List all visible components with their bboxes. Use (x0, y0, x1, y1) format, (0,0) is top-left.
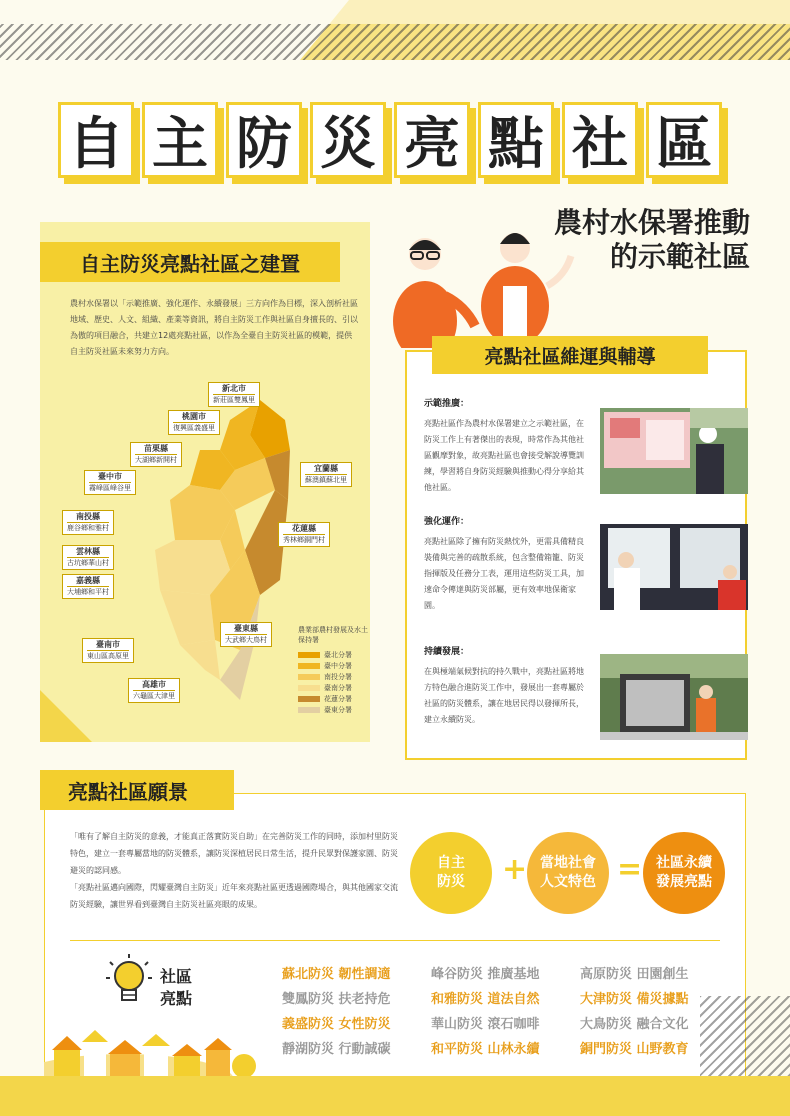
map-label-yilan (300, 462, 352, 487)
maint-block (424, 644, 590, 728)
map-county: 花蓮縣 (292, 524, 316, 533)
map-place: 新莊區雙鳳里 (213, 396, 255, 404)
legend-label: 臺南分署 (324, 683, 352, 692)
map-place: 復興區義盛里 (173, 424, 215, 432)
map-label-yunlin (62, 545, 114, 570)
bottom-stripe-decoration (700, 996, 790, 1076)
maint-block (424, 514, 590, 614)
photo-board-image (600, 524, 748, 610)
map-county: 嘉義縣 (76, 576, 100, 585)
bottom-yellow-band (0, 1076, 790, 1116)
photo-guide-image (600, 408, 748, 494)
maint-block-title: 示範推廣： (424, 399, 470, 409)
vision-heading: 亮點社區願景 (40, 770, 234, 810)
community-name: 和雅防災 道法自然 (431, 992, 540, 1007)
circle-line: 自主 (437, 855, 465, 871)
legend-row (298, 671, 368, 682)
map-label-taichung (84, 470, 136, 495)
map-label-hualien (278, 522, 330, 547)
map-place: 蘇澳鎮蘇北里 (305, 476, 347, 484)
maint-block-text: 在與極端氣候對抗的持久戰中，亮點社區將地方特色融合進防災工作中，發展出一套專屬於社區的防災體系，讓在地居民得以發揮所長，建立永續防災。 (424, 667, 584, 724)
highlight-label-line: 社區 (160, 967, 193, 986)
village-houses-illustration (44, 1020, 264, 1083)
map-place: 大湖鄉新開村 (135, 456, 177, 464)
photo-guide (600, 408, 748, 494)
community-name: 高原防災 田園創生 (580, 967, 689, 982)
legend-title: 農業部農村發展及水土保持署 (298, 626, 368, 644)
legend-row (298, 649, 368, 660)
vision-text (70, 828, 400, 913)
people-illustration (385, 226, 585, 348)
subheading-line: 農村水保署推動 (553, 206, 750, 239)
map-county: 宜蘭縣 (314, 464, 338, 473)
maint-block-title: 持續發展： (424, 647, 470, 657)
map-label-miaoli (130, 442, 182, 467)
map-place: 秀林鄉銅門村 (283, 536, 325, 544)
map-label-chiayi (62, 574, 114, 599)
map-place: 大武鄉大鳥村 (225, 636, 267, 644)
title-char: 亮 (394, 102, 470, 178)
community-name: 峰谷防災 推廣基地 (431, 967, 540, 982)
community-name: 銅門防災 山野教育 (580, 1042, 689, 1057)
title-char: 區 (646, 102, 722, 178)
circle-line: 當地社會 (540, 855, 596, 871)
circle-line: 人文特色 (540, 874, 596, 890)
highlight-label (160, 966, 192, 1010)
legend-label: 南投分署 (324, 672, 352, 681)
legend-row (298, 660, 368, 671)
legend-label: 臺東分署 (324, 705, 352, 714)
legend-row (298, 682, 368, 693)
title-char: 點 (478, 102, 554, 178)
legend-swatch (298, 685, 320, 691)
map-place: 東山區高原里 (87, 652, 129, 660)
title-char: 主 (142, 102, 218, 178)
photo-board (600, 524, 748, 610)
legend-row (298, 693, 368, 704)
map-label-taoyuan (168, 410, 220, 435)
photo-outdoor-image (600, 654, 748, 740)
community-name: 華山防災 滾石咖啡 (431, 1017, 540, 1032)
build-intro: 農村水保署以「示範推廣、強化運作、永續發展」三方向作為目標，深入剖析社區地域、歷史、人文、組織、產業等資訊，將自主防災工作與社區自身擅長的、引以為傲的項目融合，共建立12處亮點社區，以作為全臺自主防災社區的模範，提供自主防災社區未來努力方向。 (70, 299, 358, 356)
community-name: 大鳥防災 融合文化 (580, 1017, 689, 1032)
map-county: 桃園市 (182, 412, 206, 421)
title-char: 防 (226, 102, 302, 178)
circle-line: 發展亮點 (656, 874, 712, 890)
map-place: 六龜區大津里 (133, 692, 175, 700)
equals-sign: = (617, 852, 643, 887)
lightbulb-icon (104, 950, 154, 1010)
map-place: 古坑鄉華山村 (67, 559, 109, 567)
highlight-label-line: 亮點 (160, 989, 193, 1008)
map-legend (298, 625, 368, 715)
maint-block-text: 亮點社區除了擁有防災熱忱外，更需具備精良裝備與完善的疏散系統，包含整備箱籠、防災指揮版及任務分工表，運用這些防災工具，加速命令傳達與防災部屬，更有效率地保衛家園。 (424, 537, 584, 610)
legend-swatch (298, 663, 320, 669)
maint-block-text: 亮點社區作為農村水保署建立之示範社區，在防災工作上有著傑出的表現，時常作為其他社區觀摩對象，故亮點社區也會接受解說導覽訓練，學習將自身防災經驗與推動心得分享給其他社區。 (424, 419, 584, 492)
legend-swatch (298, 674, 320, 680)
maint-block (424, 396, 590, 496)
divider (70, 940, 720, 941)
map-county: 南投縣 (76, 512, 100, 521)
legend-row (298, 704, 368, 715)
circle-line: 社區永續 (656, 855, 712, 871)
vision-paragraph: 「唯有了解自主防災的意義，才能真正落實防災自助」在完善防災工作的同時，添加村里防災特色，建立一套專屬當地的防災體系，讓防災深植居民日常生活，提升民眾對保護家園、防災避災的認同感。 (70, 832, 398, 875)
legend-swatch (298, 707, 320, 713)
map-place: 鹿谷鄉和雅村 (67, 524, 109, 532)
maint-heading: 亮點社區維運與輔導 (432, 336, 708, 374)
map-county: 臺東縣 (234, 624, 258, 633)
circle-sustainable (643, 832, 725, 914)
plus-sign: + (502, 852, 528, 887)
subheading-line: 的示範社區 (609, 240, 750, 273)
map-county: 苗栗縣 (144, 444, 168, 453)
map-county: 臺中市 (98, 472, 122, 481)
legend-swatch (298, 696, 320, 702)
map-county: 新北市 (222, 384, 246, 393)
circle-line: 防災 (437, 874, 465, 890)
top-stripe-decoration (0, 0, 790, 60)
legend-swatch (298, 652, 320, 658)
map-label-tainan (82, 638, 134, 663)
map-place: 大埔鄉和平村 (67, 588, 109, 596)
legend-label: 花蓮分署 (324, 694, 352, 703)
map-label-nantou (62, 510, 114, 535)
map-county: 臺南市 (96, 640, 120, 649)
title-char: 災 (310, 102, 386, 178)
community-name: 雙鳳防災 扶老持危 (282, 992, 391, 1007)
map-place: 霧峰區峰谷里 (89, 484, 131, 492)
community-names-grid (282, 966, 742, 1058)
build-heading: 自主防災亮點社區之建置 (40, 242, 340, 282)
map-label-kaohsiung (128, 678, 180, 703)
map-county: 高雄市 (142, 680, 166, 689)
legend-label: 臺中分署 (324, 661, 352, 670)
vision-paragraph: 「亮點社區邁向國際，閃耀臺灣自主防災」近年來亮點社區更透過國際場合，與其他國家交流防災經驗，讓世界看到臺灣自主防災社區亮眼的成果。 (70, 883, 398, 909)
map-label-newtaipei (208, 382, 260, 407)
map-county: 雲林縣 (76, 547, 100, 556)
circle-local-culture (527, 832, 609, 914)
legend-label: 臺北分署 (324, 650, 352, 659)
title-char: 社 (562, 102, 638, 178)
community-name: 大津防災 備災據點 (580, 992, 689, 1007)
map-label-taitung (220, 622, 272, 647)
community-name: 靜湖防災 行動誠碳 (282, 1042, 391, 1057)
community-name: 義盛防災 女性防災 (282, 1017, 391, 1032)
page-title (58, 102, 722, 178)
circle-self-defense (410, 832, 492, 914)
title-char: 自 (58, 102, 134, 178)
maint-block-title: 強化運作： (424, 517, 470, 527)
community-name: 和平防災 山林永續 (431, 1042, 540, 1057)
photo-outdoor (600, 654, 748, 740)
community-name: 蘇北防災 韌性調適 (282, 967, 391, 982)
